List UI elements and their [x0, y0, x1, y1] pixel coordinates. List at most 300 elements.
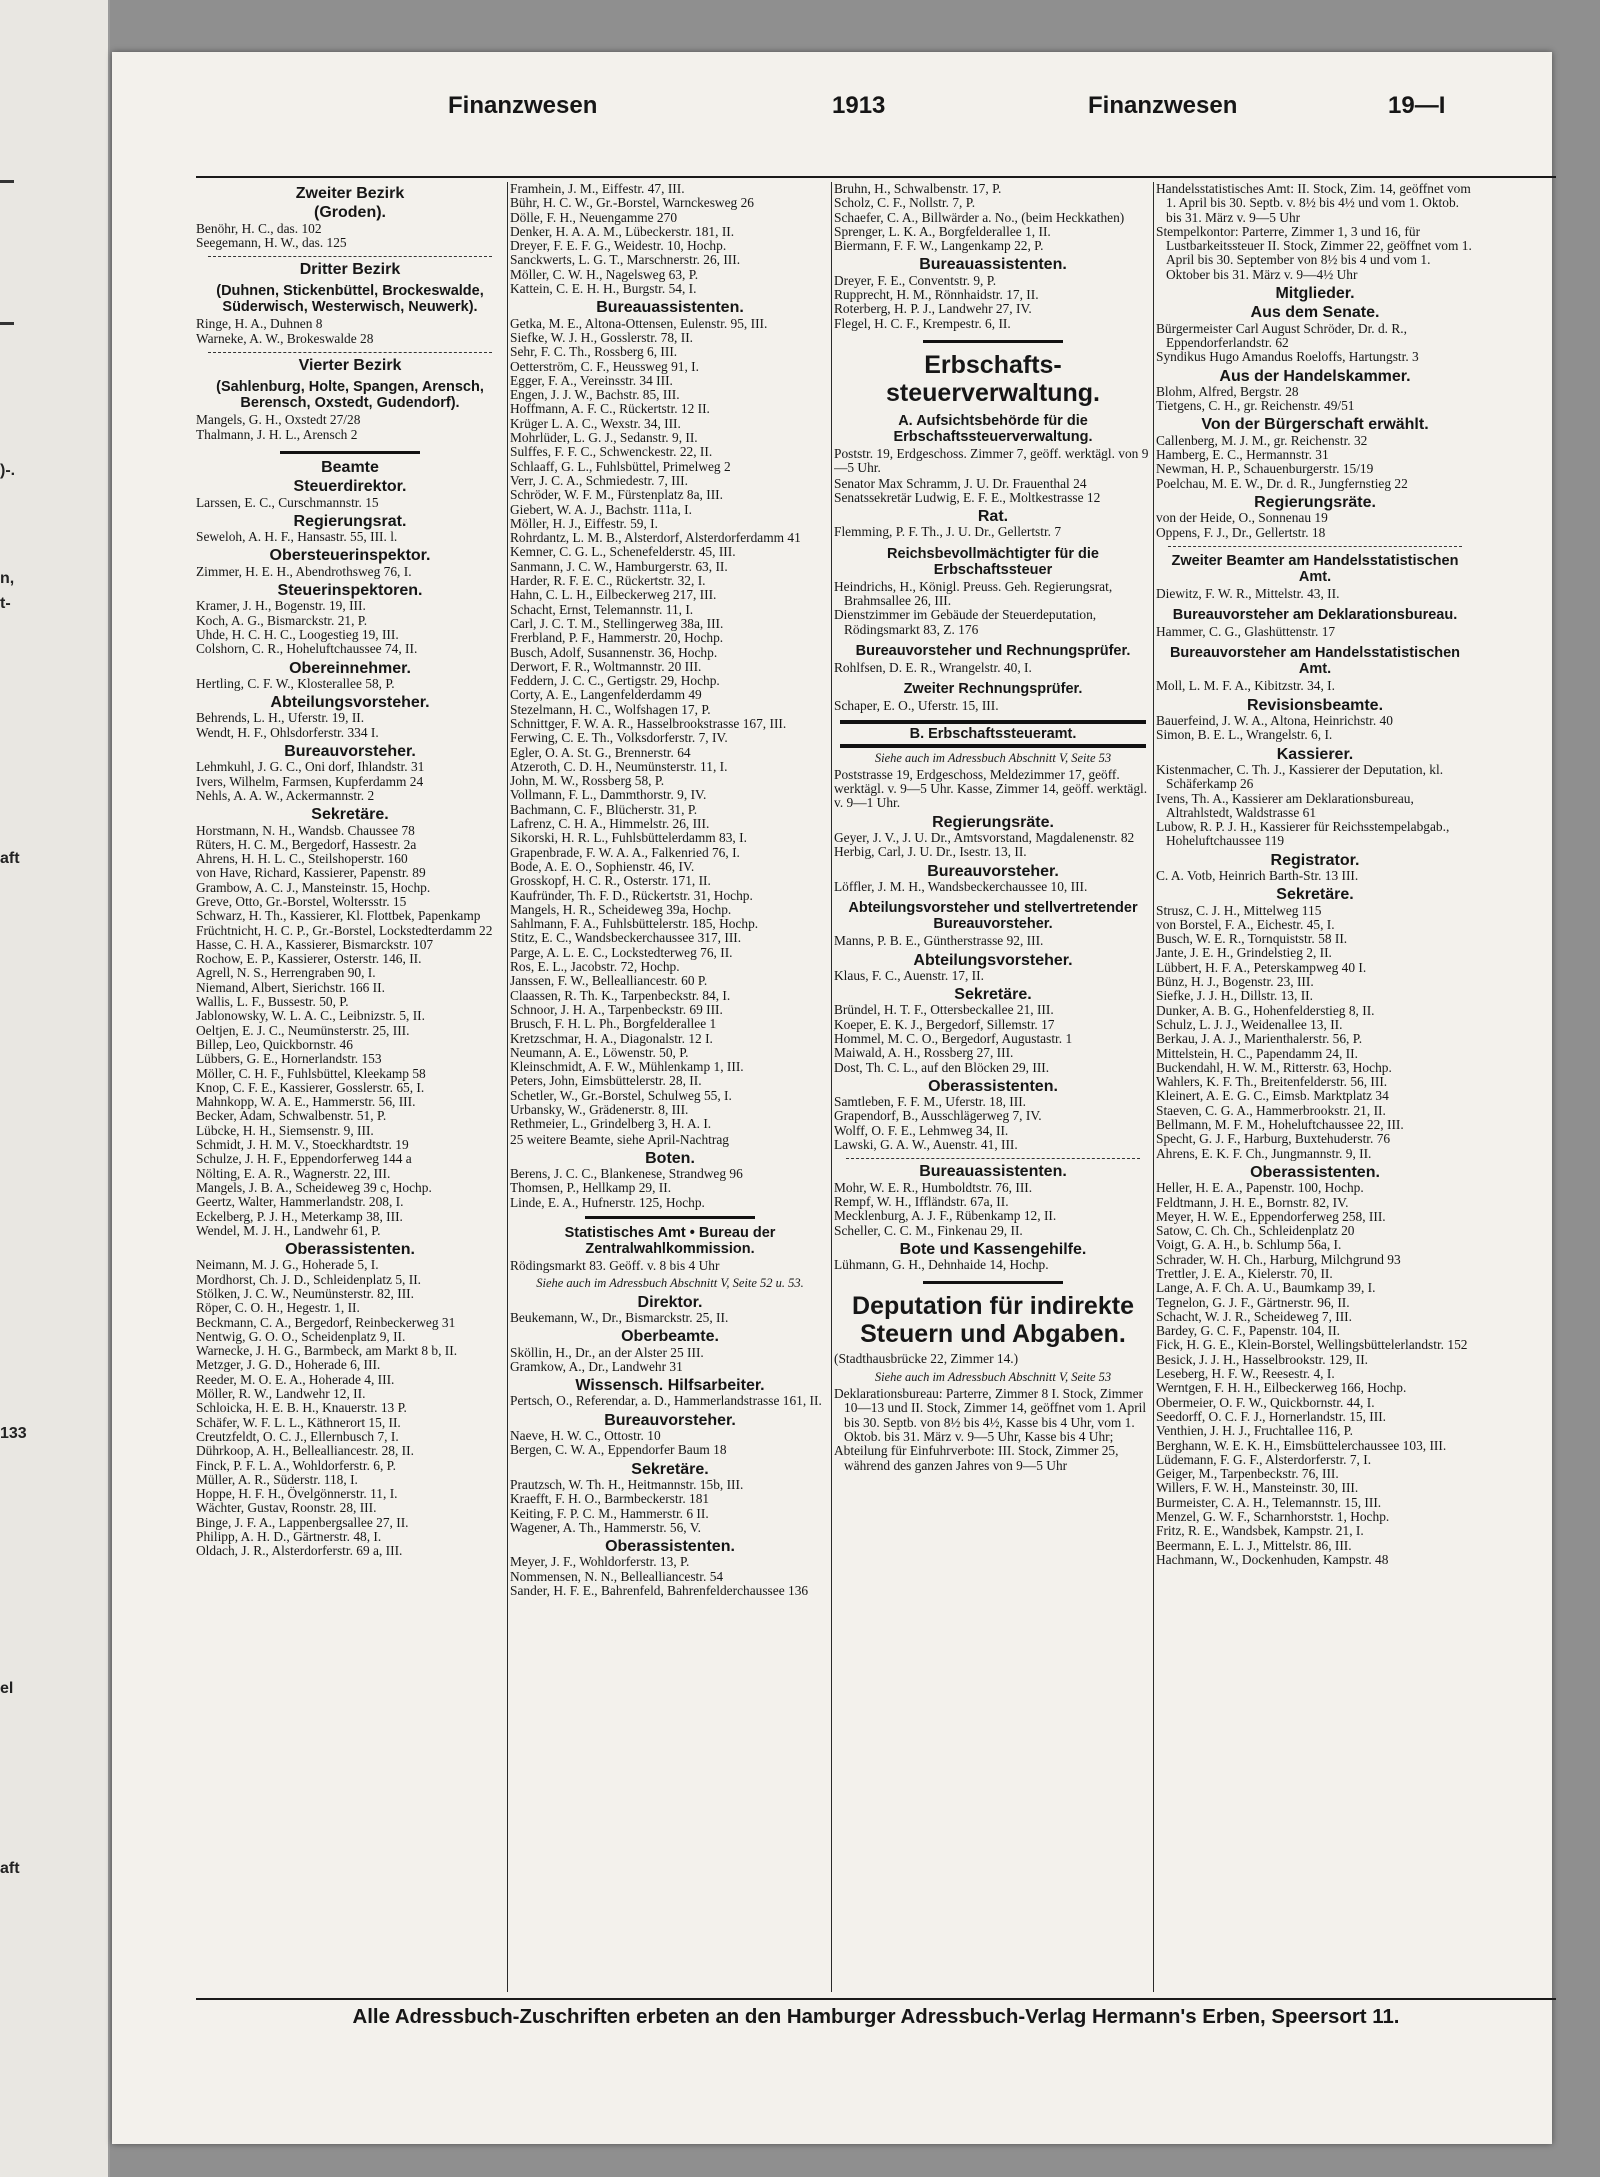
section-heading: Oberassistenten.: [605, 1538, 735, 1556]
directory-entry: Bauerfeind, J. W. A., Altona, Heinrichstr. 40: [1156, 713, 1393, 729]
directory-entry: Krüger L. A. C., Wexstr. 34, III.: [510, 415, 681, 431]
directory-entry: Verr, J. C. A., Schmiedestr. 7, III.: [510, 472, 688, 488]
directory-entry: Stezelmann, H. C., Wolfshagen 17, P.: [510, 701, 711, 717]
directory-entry: Neumann, A. E., Löwenstr. 50, P.: [510, 1044, 689, 1060]
directory-entry: Engen, J. J. W., Bachstr. 85, III.: [510, 387, 680, 403]
section-heading: Regierungsräte.: [932, 813, 1054, 831]
directory-entry: Reeder, M. O. E. A., Hoherade 4, III.: [196, 1371, 395, 1387]
directory-entry: Senator Max Schramm, J. U. Dr. Frauenthal 24: [834, 475, 1087, 491]
directory-entry: Oppens, F. J., Dr., Gellertstr. 18: [1156, 524, 1326, 540]
directory-entry: Rupprecht, H. M., Rönnhaidstr. 17, II.: [834, 287, 1039, 303]
directory-entry: Hahn, C. L. H., Eilbeckerweg 217, III.: [510, 587, 717, 603]
directory-entry: Biermann, F. F. W., Langenkamp 22, P.: [834, 238, 1044, 254]
directory-entry: Klaus, F. C., Auenstr. 17, II.: [834, 967, 984, 983]
directory-entry: Naeve, H. W. C., Ottostr. 10: [510, 1428, 661, 1444]
adjacent-page-text: t-: [0, 595, 11, 612]
section-heading: Statistisches Amt • Bureau der Zentralwahlkommission.: [564, 1225, 776, 1258]
directory-entry: Möller, C. W. H., Nagelsweg 63, P.: [510, 266, 699, 282]
directory-entry: Diewitz, F. W. R., Mittelstr. 43, II.: [1156, 585, 1340, 601]
directory-entry: Meyer, J. F., Wohldorferstr. 13, P.: [510, 1554, 690, 1570]
section-heading: A. Aufsichtsbehörde für die Erbschaftssteuerverwaltung.: [893, 412, 1093, 445]
directory-entry: Lübcke, H. H., Siemsenstr. 9, III.: [196, 1122, 374, 1138]
section-heading: Obereinnehmer.: [289, 659, 411, 677]
directory-entry: Schulz, L. J. J., Weidenallee 13, II.: [1156, 1016, 1343, 1032]
directory-entry: Dost, Th. C. L., auf den Blöcken 29, III.: [834, 1059, 1050, 1075]
section-heading: Bureauassistenten.: [596, 299, 744, 317]
directory-entry: Brusch, F. H. L. Ph., Borgfelderallee 1: [510, 1016, 717, 1032]
directory-entry: Mangels, H. R., Scheideweg 39a, Hochp.: [510, 901, 732, 917]
directory-entry: Kemner, C. G. L., Schenefelderstr. 45, III.: [510, 544, 736, 560]
directory-entry: Sanckwerts, L. G. T., Marschnerstr. 26, III.: [510, 252, 741, 268]
directory-entry: Kleinschmidt, A. F. W., Mühlenkamp 1, III.: [510, 1059, 744, 1075]
adjacent-page-text: )-.: [0, 462, 16, 479]
directory-entry: Lawski, G. A. W., Auenstr. 41, III.: [834, 1137, 1018, 1153]
office-info: Poststrasse 19, Erdgeschoss, Meldezimmer 17, geöff. werktägl. v. 9—5 Uhr. Kasse, Zimmer 14, geöff. werktägl. v. 9—1 Uhr.: [834, 766, 1148, 811]
directory-entry: Oeltjen, E. J. C., Neumünsterstr. 25, III.: [196, 1022, 410, 1038]
cross-reference-note: Siehe auch im Adressbuch Abschnitt V, Seite 53: [874, 750, 1112, 765]
directory-entry: Lehmkuhl, J. G. C., Oni dorf, Ihlandstr. 31: [196, 759, 425, 775]
cross-reference-note: Siehe auch im Adressbuch Abschnitt V, Seite 52 u. 53.: [536, 1276, 804, 1291]
dashed-separator: [208, 256, 492, 257]
section-heading: Zweiter Bezirk: [295, 185, 405, 202]
directory-entry: Mohr, W. E. R., Humboldtstr. 76, III.: [834, 1179, 1033, 1195]
directory-entry: Rödingsmarkt 83. Geöff. v. 8 bis 4 Uhr: [510, 1258, 720, 1274]
directory-entry: Rohrdantz, L. M. B., Alsterdorf, Alsterdorferdamm 41: [510, 530, 801, 546]
directory-entry: Bergen, C. W. A., Eppendorfer Baum 18: [510, 1442, 727, 1458]
directory-entry: Eckelberg, P. J. H., Meterkamp 38, III.: [196, 1208, 403, 1224]
directory-entry: Mahnkopp, W. A. E., Hammerstr. 56, III.: [196, 1094, 416, 1110]
directory-entry: Egger, F. A., Vereinsstr. 34 III.: [510, 372, 673, 388]
office-info: Poststr. 19, Erdgeschoss. Zimmer 7, geöff. werktägl. von 9—5 Uhr.: [834, 445, 1149, 476]
section-rule: [923, 1281, 1063, 1284]
directory-entry: Leseberg, H. F. W., Reesestr. 4, I.: [1156, 1366, 1335, 1382]
directory-entry: Satow, C. Ch. Ch., Schleidenplatz 20: [1156, 1223, 1355, 1239]
section-heading: Regierungsräte.: [1254, 493, 1376, 511]
directory-entry: Rüters, H. C. M., Bergedorf, Hassestr. 2a: [196, 836, 417, 852]
directory-entry: Bruhn, H., Schwalbenstr. 17, P.: [834, 182, 1002, 196]
directory-entry: Heindrichs, H., Königl. Preuss. Geh. Regierungsrat, Brahmsallee 26, III.: [834, 578, 1113, 609]
directory-entry: Claassen, R. Th. K., Tarpenbeckstr. 84, I.: [510, 987, 731, 1003]
directory-entry: Benöhr, H. C., das. 102: [196, 220, 322, 236]
directory-entry: Kraefft, F. H. O., Barmbeckerstr. 181: [510, 1491, 710, 1507]
directory-entry: Finck, P. F. L. A., Wohldorferstr. 6, P.: [196, 1457, 396, 1473]
section-heading: (Groden).: [314, 204, 386, 222]
directory-entry: Peters, John, Eimsbüttelerstr. 28, II.: [510, 1073, 702, 1089]
directory-entry: Berghann, W. E. K. H., Eimsbüttelerchaussee 103, III.: [1156, 1437, 1447, 1453]
section-heading: Vierter Bezirk: [298, 357, 402, 375]
column-divider: [507, 182, 508, 1992]
section-heading: Obersteuerinspektor.: [269, 547, 431, 565]
directory-entry: Fick, H. G. E., Klein-Borstel, Wellingsbüttelerlandstr. 152: [1156, 1337, 1468, 1353]
directory-entry: Hammer, C. G., Glashüttenstr. 17: [1156, 624, 1336, 640]
directory-entry: Sehr, F. C. Th., Rossberg 6, III.: [510, 344, 678, 360]
section-heading: Sekretäre.: [311, 806, 389, 824]
directory-entry: Framhein, J. M., Eiffestr. 47, III.: [510, 182, 685, 196]
directory-entry: Geyer, J. V., J. U. Dr., Amtsvorstand, Magdalenenstr. 82: [834, 830, 1135, 846]
directory-entry: Bünz, H. J., Bogenstr. 23, III.: [1156, 974, 1314, 990]
directory-entry: Niemand, Albert, Sierichstr. 166 II.: [196, 979, 385, 995]
footer-rule: [196, 1998, 1556, 2000]
directory-entry: Kleinert, A. E. G. C., Eimsb. Marktplatz 34: [1156, 1088, 1389, 1104]
directory-entry: Lüdemann, F. G. F., Alsterdorferstr. 7, I.: [1156, 1451, 1372, 1467]
section-heading: Rat.: [977, 508, 1009, 526]
directory-entry: Knop, C. F. E., Kassierer, Gosslerstr. 65, I.: [196, 1079, 425, 1095]
section-heading: Wissensch. Hilfsarbeiter.: [575, 1377, 765, 1395]
directory-entry: Jante, J. E. H., Grindelstieg 2, II.: [1156, 945, 1332, 961]
directory-entry: Sikorski, H. R. L., Fuhlsbüttelerdamm 83, I.: [510, 830, 747, 846]
directory-entry: Burmeister, C. A. H., Telemannstr. 15, III.: [1156, 1494, 1382, 1510]
directory-entry: Beckmann, C. A., Bergedorf, Reinbeckerweg 31: [196, 1314, 456, 1330]
directory-entry: Senatssekretär Ludwig, E. F. E., Moltkestrasse 12: [834, 489, 1101, 505]
adjacent-page-text: aft: [0, 1860, 20, 1877]
directory-entry: Schnoor, J. H. A., Tarpenbeckstr. 69 III.: [510, 1001, 723, 1017]
directory-entry: Rohlfsen, D. E. R., Wrangelstr. 40, I.: [834, 659, 1032, 675]
section-heading: Bureauvorsteher.: [927, 862, 1059, 880]
directory-entry: Pertsch, O., Referendar, a. D., Hammerlandstrasse 161, II.: [510, 1393, 822, 1409]
section-heading: Oberbeamte.: [621, 1328, 719, 1346]
publisher-footer: Alle Adressbuch-Zuschriften erbeten an den Hamburger Adressbuch-Verlag Hermann's Erben, Speersort 11.: [352, 2006, 1400, 2028]
directory-entry: Atzeroth, C. D. H., Neumünsterstr. 11, I.: [510, 758, 728, 774]
directory-entry: von Borstel, F. A., Eichestr. 45, I.: [1156, 916, 1335, 932]
directory-entry: Berens, J. C. C., Blankenese, Strandweg 96: [510, 1166, 743, 1182]
directory-entry: Stölken, J. C. W., Neumünsterstr. 82, III.: [196, 1286, 414, 1301]
directory-entry: Löffler, J. M. H., Wandsbeckerchaussee 10, III.: [834, 878, 1088, 894]
directory-entry: Keiting, F. P. C. M., Hammerstr. 6 II.: [510, 1505, 709, 1521]
column-3: [834, 182, 1152, 1994]
directory-entry: Venthien, J. H. J., Fruchtallee 116, P.: [1156, 1423, 1353, 1439]
directory-entry: Parge, A. L. E. C., Lockstedterweg 76, II.: [510, 944, 733, 960]
directory-entry: Willers, F. W. H., Mansteinstr. 30, III.: [1156, 1480, 1359, 1496]
directory-entry: Dunker, A. B. G., Hohenfelderstieg 8, II.: [1156, 1002, 1375, 1018]
directory-entry: von der Heide, O., Sonnenau 19: [1156, 510, 1328, 526]
directory-entry: Uhde, H. C. H. C., Loogestieg 19, III.: [196, 626, 399, 642]
section-heading: Zweiter Beamter am Handelsstatistischen Amt.: [1171, 552, 1459, 585]
directory-entry: Buckendahl, H. W. M., Ritterstr. 63, Hochp.: [1156, 1059, 1392, 1075]
section-heading: Registrator.: [1270, 851, 1360, 869]
directory-entry: Thalmann, J. H. L., Arensch 2: [196, 426, 358, 442]
directory-entry: Kramer, J. H., Bogenstr. 19, III.: [196, 598, 366, 614]
directory-entry: Corty, A. E., Langenfelderdamm 49: [510, 687, 702, 703]
directory-entry: Becker, Adam, Schwalbenstr. 51, P.: [196, 1108, 387, 1124]
directory-entry: Feldtmann, J. H. E., Bornstr. 82, IV.: [1156, 1194, 1349, 1210]
directory-entry: Hoffmann, A. F. C., Rückertstr. 12 II.: [510, 401, 710, 417]
section-heading: Bureauvorsteher am Deklarationsbureau.: [1172, 607, 1458, 624]
directory-entry: Handelsstatistisches Amt: II. Stock, Zim. 14, geöffnet vom 1. April bis 30. Septb. v. 8½ bis 4½ und vom 1. Oktob. bis 31. März v. 9—5 Uhr: [1156, 182, 1471, 225]
directory-entry: Busch, W. E. R., Tornquiststr. 58 II.: [1156, 931, 1348, 947]
directory-entry: Neimann, M. J. G., Hoherade 5, I.: [196, 1257, 379, 1273]
directory-entry: Möller, R. W., Landwehr 12, II.: [196, 1386, 366, 1402]
directory-entry: Ivers, Wilhelm, Farmsen, Kupferdamm 24: [196, 773, 424, 789]
section-rule: [585, 1216, 755, 1219]
adjacent-page-text: el: [0, 1680, 14, 1697]
section-heading: Bureauassistenten.: [919, 1163, 1067, 1181]
directory-entry: Seegemann, H. W., das. 125: [196, 234, 347, 250]
directory-entry: Busch, Adolf, Susannenstr. 36, Hochp.: [510, 644, 718, 660]
directory-entry: Ros, E. L., Jacobstr. 72, Hochp.: [510, 959, 680, 975]
section-heading: Bureauvorsteher.: [284, 743, 416, 761]
directory-entry: Dölle, F. H., Neuengamme 270: [510, 209, 678, 225]
directory-entry: Sahlmann, F. A., Fuhlsbüttelerstr. 185, Hochp.: [510, 916, 759, 932]
directory-entry: Tietgens, C. H., gr. Reichenstr. 49/51: [1156, 398, 1355, 414]
office-info: 25 weitere Beamte, siehe April-Nachtrag: [510, 1131, 729, 1147]
section-heading: Mitglieder.: [1275, 285, 1355, 303]
section-heading: Oberassistenten.: [928, 1077, 1058, 1095]
directory-entry: Lubow, R. P. J. H., Kassierer für Reichsstempelabgab., Hoheluftchaussee 119: [1156, 819, 1450, 849]
section-heading: Steuerinspektoren.: [277, 582, 423, 600]
directory-entry: Sanmann, J. C. W., Hamburgerstr. 63, II.: [510, 558, 728, 574]
directory-entry: Voigt, G. A. H., b. Schlump 56a, I.: [1156, 1237, 1342, 1253]
section-heading: Sekretäre.: [631, 1460, 709, 1478]
directory-entry: Koeper, E. K. J., Bergedorf, Sillemstr. 17: [834, 1016, 1055, 1032]
directory-entry: Staeven, C. G. A., Hammerbrookstr. 21, II.: [1156, 1102, 1386, 1118]
section-heading: Sekretäre.: [1276, 886, 1354, 904]
directory-entry: Hachmann, W., Dockenhuden, Kampstr. 48: [1156, 1551, 1389, 1567]
directory-entry: Larssen, E. C., Curschmannstr. 15: [196, 494, 379, 510]
section-heading: Regierungsrat.: [293, 512, 407, 530]
directory-entry: Wallis, L. F., Bussestr. 50, P.: [196, 994, 349, 1010]
section-heading: Aus dem Senate.: [1250, 304, 1380, 322]
directory-entry: Menzel, G. W. F., Scharnhorststr. 1, Hochp.: [1156, 1509, 1390, 1525]
directory-entry: Poelchau, M. E. W., Dr. d. R., Jungfernstieg 22: [1156, 475, 1408, 491]
directory-entry: Grapenbrade, F. W. A. A., Falkenried 76, I.: [510, 844, 740, 860]
directory-entry: Wächter, Gustav, Roonstr. 28, III.: [196, 1500, 377, 1516]
directory-entry: Maiwald, A. H., Rossberg 27, III.: [834, 1045, 1014, 1061]
directory-entry: Früchtnicht, H. C. P., Gr.-Borstel, Lockstedterdamm 22: [196, 922, 493, 938]
directory-entry: Lübbert, H. F. A., Peterskampweg 40 I.: [1156, 959, 1367, 975]
directory-entry: Grapendorf, B., Ausschlägerweg 7, IV.: [834, 1108, 1042, 1124]
directory-entry: Horstmann, N. H., Wandsb. Chaussee 78: [196, 822, 415, 838]
directory-entry: Schnittger, F. W. A. R., Hasselbrookstrasse 167, III.: [510, 715, 787, 731]
column-1: [196, 182, 504, 1994]
office-info: (Stadthausbrücke 22, Zimmer 14.): [834, 1351, 1019, 1367]
directory-entry: Binge, J. F. A., Lappenbergsallee 27, II.: [196, 1514, 409, 1530]
directory-entry: Urbansky, W., Grädenerstr. 8, III.: [510, 1102, 689, 1117]
directory-entry: Bellmann, M. F. M., Hoheluftchaussee 22, III.: [1156, 1117, 1404, 1133]
directory-entry: Specht, G. J. F., Harburg, Buxtehuderstr. 76: [1156, 1131, 1391, 1147]
directory-entry: Ahrens, H. H. L. C., Steilshoperstr. 160: [196, 851, 408, 867]
directory-entry: Dienstzimmer im Gebäude der Steuerdeputation, Rödingsmarkt 83, Z. 176: [834, 607, 1097, 637]
directory-entry: Frerbland, P. F., Hammerstr. 20, Hochp.: [510, 630, 724, 646]
directory-entry: Abteilung für Einfuhrverbote: III. Stock, Zimmer 25, während des ganzen Jahres von 9—5 Uhr: [834, 1443, 1119, 1473]
directory-entry: Kaufründer, Th. F. D., Rückertstr. 31, Hochp.: [510, 887, 753, 903]
directory-entry: Getka, M. E., Altona-Ottensen, Eulenstr. 95, III.: [510, 315, 768, 331]
directory-entry: Schulze, J. H. F., Eppendorferweg 144 a: [196, 1151, 412, 1167]
header-left: Finanzwesen: [448, 92, 598, 119]
directory-entry: Scholz, C. F., Nollstr. 7, P.: [834, 195, 976, 211]
directory-entry: Creutzfeldt, O. C. J., Ellernbusch 7, I.: [196, 1428, 399, 1444]
directory-entry: Hommel, M. C. O., Bergedorf, Augustastr. 1: [834, 1030, 1073, 1046]
directory-entry: Siefke, W. J. H., Gosslerstr. 78, II.: [510, 329, 693, 345]
department-title: Erbschafts-steuerverwaltung.: [886, 350, 1100, 407]
directory-entry: Lange, A. F. Ch. A. U., Baumkamp 39, I.: [1156, 1280, 1376, 1296]
directory-entry: Mangels, G. H., Oxstedt 27/28: [196, 412, 361, 428]
directory-entry: Grosskopf, H. C. R., Osterstr. 171, II.: [510, 873, 711, 889]
directory-entry: Metzger, J. G. D., Hoherade 6, III.: [196, 1357, 381, 1373]
directory-entry: Obermeier, O. F. W., Quickbornstr. 44, I.: [1156, 1394, 1375, 1410]
directory-entry: Schaper, E. O., Uferstr. 15, III.: [834, 698, 999, 714]
directory-entry: Moll, L. M. F. A., Kibitzstr. 34, I.: [1156, 678, 1335, 694]
directory-entry: Greve, Otto, Gr.-Borstel, Woltersstr. 15: [196, 893, 407, 909]
section-heading: Bureauassistenten.: [919, 256, 1067, 274]
column-4: [1156, 182, 1474, 1994]
directory-entry: Schrader, W. H. Ch., Harburg, Milchgrund 93: [1156, 1251, 1401, 1267]
directory-entry: Mittelstein, H. C., Papendamm 24, II.: [1156, 1045, 1358, 1061]
section-heading: Oberassistenten.: [285, 1241, 415, 1259]
section-heading: Boten.: [645, 1149, 695, 1167]
directory-entry: Wagener, A. Th., Hammerstr. 56, V.: [510, 1519, 702, 1535]
directory-entry: Sprenger, L. K. A., Borgfelderallee 1, II.: [834, 223, 1051, 239]
section-rule: [280, 451, 420, 454]
directory-entry: Schmidt, J. H. M. V., Stoeckhardtstr. 19: [196, 1137, 409, 1153]
directory-entry: Tegnelon, G. J. F., Gärtnerstr. 96, II.: [1156, 1294, 1350, 1310]
directory-entry: Ringe, H. A., Duhnen 8: [196, 316, 323, 332]
directory-entry: Schetler, W., Gr.-Borstel, Schulweg 55, I.: [510, 1087, 732, 1103]
directory-entry: C. A. Votb, Heinrich Barth-Str. 13 III.: [1156, 867, 1359, 883]
directory-entry: Wendt, H. F., Ohlsdorferstr. 334 I.: [196, 724, 379, 740]
directory-entry: Giebert, W. A. J., Bachstr. 111a, I.: [510, 501, 692, 517]
directory-entry: Ivens, Th. A., Kassierer am Deklarationsbureau, Altrahlstedt, Waldstrasse 61: [1156, 790, 1414, 820]
directory-entry: Bründel, H. T. F., Ottersbeckallee 21, III.: [834, 1002, 1054, 1018]
directory-entry: Ferwing, C. E. Th., Volksdorferstr. 7, IV.: [510, 730, 728, 746]
directory-entry: Wolff, O. F. E., Lehmweg 34, II.: [834, 1122, 1009, 1138]
directory-entry: Bachmann, C. F., Blücherstr. 31, P.: [510, 801, 698, 817]
directory-entry: Lafrenz, C. H. A., Himmelstr. 26, III.: [510, 816, 710, 832]
directory-entry: Kistenmacher, C. Th. J., Kassierer der Deputation, kl. Schäferkamp 26: [1156, 761, 1444, 792]
directory-entry: Beukemann, W., Dr., Bismarckstr. 25, II.: [510, 1309, 729, 1325]
header-year: 1913: [832, 92, 886, 119]
directory-entry: Beermann, E. L. J., Mittelstr. 86, III.: [1156, 1537, 1352, 1553]
directory-entry: Billep, Leo, Quickbornstr. 46: [196, 1036, 353, 1052]
directory-entry: Schröder, W. F. M., Fürstenplatz 8a, III.: [510, 487, 723, 503]
dashed-separator: [846, 1158, 1140, 1159]
directory-entry: Geiger, M., Tarpenbeckstr. 76, III.: [1156, 1466, 1339, 1482]
section-heading: Bureauvorsteher und Rechnungsprüfer.: [855, 642, 1131, 659]
directory-entry: Kretzschmar, H. A., Diagonalstr. 12 I.: [510, 1030, 713, 1046]
directory-entry: Besick, J. J. H., Hasselbrookstr. 129, II.: [1156, 1351, 1369, 1367]
directory-entry: Dreyer, F. E. F. G., Weidestr. 10, Hochp.: [510, 238, 727, 254]
directory-entry: Ahrens, E. K. F. Ch., Jungmannstr. 9, II.: [1156, 1145, 1372, 1161]
section-heading: (Duhnen, Stickenbüttel, Brockeswalde, Süderwisch, Westerwisch, Neuwerk).: [216, 283, 484, 316]
directory-entry: Nentwig, G. O. O., Scheidenplatz 9, II.: [196, 1328, 406, 1344]
directory-entry: Schäfer, W. F. L. L., Käthnerort 15, II.: [196, 1414, 401, 1430]
directory-entry: Mohrlüder, L. G. J., Sedanstr. 9, II.: [510, 430, 698, 446]
directory-entry: Wahlers, K. F. Th., Breitenfelderstr. 56, III.: [1156, 1074, 1388, 1090]
section-heading: Aus der Handelskammer.: [1219, 367, 1411, 385]
directory-entry: Stitz, E. C., Wandsbeckerchaussee 317, III.: [510, 930, 742, 946]
department-title: Deputation für indirekte Steuern und Abgaben.: [852, 1292, 1134, 1349]
directory-entry: Hoppe, H. F. H., Övelgönnerstr. 11, I.: [196, 1486, 398, 1502]
boxed-section-heading: B. Erbschaftssteueramt.: [840, 720, 1146, 748]
directory-entry: Harder, R. F. E. C., Rückertstr. 32, I.: [510, 573, 706, 589]
directory-entry: Dührkoop, A. H., Bellealliancestr. 28, II.: [196, 1443, 414, 1459]
directory-entry: Seweloh, A. H. F., Hansastr. 55, III. l.: [196, 529, 398, 545]
adjacent-page-text: aft: [0, 850, 20, 867]
column-divider: [831, 182, 832, 1992]
adjacent-page-text: n,: [0, 570, 15, 587]
section-heading: Direktor.: [637, 1293, 703, 1311]
adjacent-page-mark: [0, 322, 14, 325]
directory-entry: Meyer, H. W. E., Eppendorferweg 258, III.: [1156, 1208, 1386, 1224]
section-rule: [923, 340, 1063, 343]
directory-entry: Werntgen, F. H. H., Eilbeckerweg 166, Hochp.: [1156, 1380, 1407, 1396]
directory-entry: Bühr, H. C. W., Gr.-Borstel, Warnckesweg 26: [510, 195, 754, 211]
dashed-separator: [208, 352, 492, 353]
directory-entry: Schacht, W. J. R., Scheideweg 7, III.: [1156, 1308, 1352, 1324]
section-heading: Abteilungsvorsteher.: [913, 951, 1073, 969]
directory-entry: Geertz, Walter, Hammerlandstr. 208, I.: [196, 1194, 404, 1210]
directory-entry: Bürgermeister Carl August Schröder, Dr. d. R., Eppendorferlandstr. 62: [1156, 320, 1408, 350]
directory-entry: Möller, H. J., Eiffestr. 59, I.: [510, 515, 658, 531]
directory-entry: John, M. W., Rossberg 58, P.: [510, 773, 665, 789]
directory-entry: Röper, C. O. H., Hegestr. 1, II.: [196, 1300, 360, 1316]
directory-entry: Egler, O. A. St. G., Brennerstr. 64: [510, 744, 691, 760]
directory-entry: Oetterström, C. F., Heussweg 91, I.: [510, 358, 699, 374]
directory-entry: Hertling, C. F. W., Klosterallee 58, P.: [196, 675, 395, 691]
section-heading: Sekretäre.: [954, 986, 1032, 1004]
directory-entry: Sulffes, F. F. C., Schwenckestr. 22, II.: [510, 444, 713, 460]
directory-entry: von Have, Richard, Kassierer, Papenstr. 89: [196, 865, 426, 881]
column-divider: [1153, 182, 1154, 1992]
directory-entry: Thomsen, P., Hellkamp 29, II.: [510, 1180, 672, 1196]
directory-entry: Feddern, J. C. C., Gertigstr. 29, Hochp.: [510, 673, 720, 689]
directory-entry: Vollmann, F. L., Dammthorstr. 9, IV.: [510, 787, 707, 803]
directory-entry: Oldach, J. R., Alsterdorferstr. 69 a, III.: [196, 1543, 403, 1559]
directory-entry: Stempelkontor: Parterre, Zimmer 1, 3 und 16, für Lustbarkeitssteuer II. Stock, Zimmer 22, geöffnet vom 1. April bis 30. September von 8½ bis 4 und vom 1. Oktober bis 31. März v. 9—4½ Uhr: [1156, 223, 1472, 282]
section-heading: Kassierer.: [1276, 745, 1354, 763]
directory-entry: Jablonowsky, W. L. A. C., Leibnizstr. 5, II.: [196, 1008, 425, 1024]
section-heading: Reichsbevollmächtigter für die Erbschaftssteuer: [887, 545, 1099, 578]
directory-entry: Flegel, H. C. F., Krempestr. 6, II.: [834, 315, 1011, 331]
section-heading: Bureauvorsteher am Handelsstatistischen Amt.: [1169, 645, 1461, 678]
directory-entry: Nommensen, N. N., Bellealliancestr. 54: [510, 1568, 724, 1584]
directory-entry: Seedorff, O. C. F. J., Hornerlandstr. 15, III.: [1156, 1408, 1387, 1424]
directory-entry: Bode, A. E. O., Sophienstr. 46, IV.: [510, 858, 695, 874]
directory-entry: Mordhorst, Ch. J. D., Schleidenplatz 5, II.: [196, 1271, 422, 1287]
adjacent-page-mark: [0, 180, 14, 183]
directory-entry: Lühmann, G. H., Dehnhaide 14, Hochp.: [834, 1257, 1049, 1273]
section-heading: Abteilungsvorsteher.: [270, 694, 430, 712]
adjacent-page-text: 133: [0, 1425, 27, 1442]
directory-entry: Schaefer, C. A., Billwärder a. No., (beim Heckkathen): [834, 209, 1125, 225]
directory-entry: Mangels, J. B. A., Scheideweg 39 c, Hochp.: [196, 1179, 432, 1195]
directory-entry: Agrell, N. S., Herrengraben 90, I.: [196, 965, 376, 981]
directory-entry: Schloicka, H. E. B. H., Knauerstr. 13 P.: [196, 1400, 407, 1416]
directory-entry: Prautzsch, W. Th. H., Heitmannstr. 15b, III.: [510, 1476, 744, 1492]
directory-entry: Herbig, Carl, J. U. Dr., Isestr. 13, II.: [834, 844, 1027, 860]
directory-entry: Behrends, L. H., Uferstr. 19, II.: [196, 710, 365, 726]
directory-entry: Wendel, M. J. H., Landwehr 61, P.: [196, 1222, 381, 1238]
directory-entry: Denker, H. A. A. M., Lübeckerstr. 181, II.: [510, 223, 735, 239]
section-heading: Dritter Bezirk: [299, 261, 401, 279]
section-heading: Von der Bürgerschaft erwählt.: [1201, 416, 1429, 434]
header-rule: [196, 176, 1556, 178]
directory-entry: Bardey, G. C. F., Papenstr. 104, II.: [1156, 1323, 1341, 1339]
directory-entry: Mecklenburg, A. J. F., Rübenkamp 12, II.: [834, 1208, 1057, 1224]
directory-entry: Syndikus Hugo Amandus Roeloffs, Hartungstr. 3: [1156, 349, 1419, 365]
directory-entry: Newman, H. P., Schauenburgerstr. 15/19: [1156, 461, 1374, 477]
directory-entry: Gramkow, A., Dr., Landwehr 31: [510, 1358, 683, 1374]
directory-entry: Samtleben, F. F. M., Uferstr. 18, III.: [834, 1094, 1026, 1110]
cross-reference-note: Siehe auch im Adressbuch Abschnitt V, Seite 53: [874, 1369, 1112, 1384]
directory-entry: Flemming, P. F. Th., J. U. Dr., Gellertstr. 7: [834, 524, 1062, 540]
section-heading: (Sahlenburg, Holte, Spangen, Arensch, Berensch, Oxstedt, Gudendorf).: [216, 379, 484, 412]
directory-entry: Manns, P. B. E., Güntherstrasse 92, III.: [834, 933, 1044, 949]
directory-entry: Hasse, C. H. A., Kassierer, Bismarckstr. 107: [196, 936, 434, 952]
directory-entry: Koch, A. G., Bismarckstr. 21, P.: [196, 612, 368, 628]
directory-entry: Nehls, A. A. W., Ackermannstr. 2: [196, 787, 375, 803]
directory-entry: Deklarationsbureau: Parterre, Zimmer 8 I. Stock, Zimmer 10—13 und II. Stock, Zimmer 14, geöffnet vom 1. April bis 30. Septb. von 8½ bis 4½, Kasse bis 4 Uhr, vom 1. Oktob. bis 31. März v. 9—5 Uhr, Kasse bis 4 Uhr;: [834, 1386, 1147, 1444]
directory-entry: Rempf, W. H., Iffländstr. 67a, II.: [834, 1193, 1009, 1209]
